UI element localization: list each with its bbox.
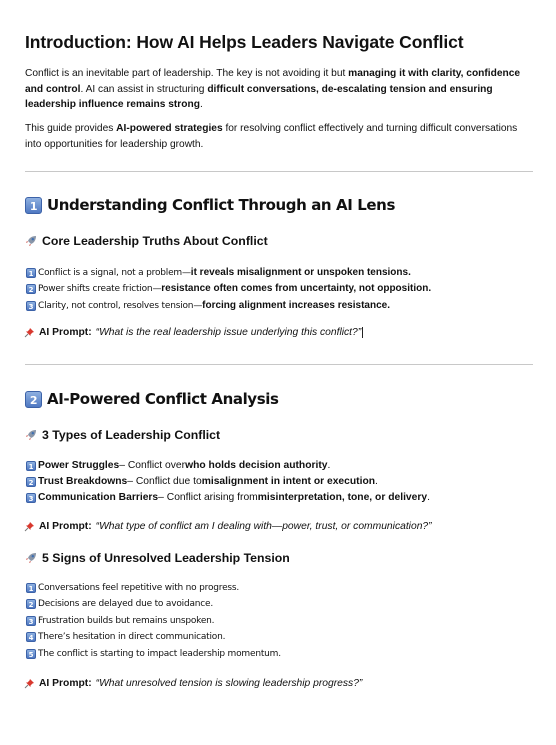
list-item [26,616,214,626]
ai-prompt [24,327,363,338]
number-2-icon: 2 [25,391,42,408]
prompt-label: AI Prompt: [39,678,92,689]
list-item [26,599,213,609]
intro-emphasis: managing it with clarity, confidence and control [25,68,521,95]
section-2-subheading-2 [25,551,290,565]
intro-emphasis: difficult conversations, de-escalating tension and ensuring leadership influence remains strong [25,83,493,110]
number-3-icon: 3 [26,616,36,626]
intro-text: . [199,99,203,110]
intro-text: . AI can assist in structuring [80,83,208,95]
prompt-text: “What is the real leadership issue underlying this conflict?” [95,327,362,338]
section-divider [25,364,533,365]
number-2-icon: 2 [26,284,36,294]
section-1-subheading [25,234,268,248]
list-item-text: . [375,476,378,487]
list-item-text: – Conflict over [119,460,186,471]
rocket-icon [25,235,37,247]
number-1-icon: 1 [26,268,36,278]
prompt-label: AI Prompt: [39,521,92,532]
section-2-heading [25,390,279,408]
section-1-title: Understanding Conflict Through an AI Lens [47,196,395,214]
list-item-text: Power shifts create friction— [38,283,162,294]
list-item-text: – Conflict arising from [158,492,258,503]
section-divider [25,171,533,172]
list-item-emphasis: misalignment in intent or execution [201,476,376,487]
intro-emphasis: AI-powered strategies [116,123,223,134]
prompt-text: “What unresolved tension is slowing leadership progress?” [95,678,363,689]
list-item-text: The conflict is starting to impact leadership momentum. [38,649,281,659]
list-item-text: Conflict is a signal, not a problem— [38,267,191,278]
list-item-text: Frustration builds but remains unspoken. [38,616,215,626]
text-cursor [362,327,363,338]
list-item-emphasis: it reveals misalignment or unspoken tensions. [190,267,411,278]
section-2-subtitle-2: 5 Signs of Unresolved Leadership Tension [42,551,290,565]
section-1-subtitle: Core Leadership Truths About Conflict [42,234,268,248]
list-item [26,476,378,487]
list-item [26,583,239,593]
list-item [26,283,431,294]
rocket-icon [25,552,37,564]
list-item [26,300,390,311]
list-item-text: . [327,460,331,471]
number-1-icon: 1 [26,461,36,471]
number-3-icon: 3 [26,301,36,311]
list-item-emphasis: who holds decision authority [185,460,328,471]
section-2-subtitle: 3 Types of Leadership Conflict [42,428,221,442]
number-2-icon: 2 [26,477,36,487]
number-1-icon: 1 [25,197,42,214]
number-1-icon: 1 [26,583,36,593]
list-item [26,632,225,642]
intro-text: for resolving conflict effectively and turning difficult conversations into opportunities for leadership growth. [25,123,518,150]
section-2-title: AI-Powered Conflict Analysis [47,390,279,408]
list-item-emphasis: misinterpretation, tone, or delivery [257,492,428,503]
intro-text: This guide provides [25,123,117,134]
page-title: Introduction: How AI Helps Leaders Navigate Conflict [25,32,464,52]
list-item-text: Clarity, not control, resolves tension— [38,300,203,311]
section-1-heading [25,196,395,214]
ai-prompt [24,521,432,532]
intro-text: Conflict is an inevitable part of leadership. The key is not avoiding it but [25,68,349,79]
intro-paragraph-2 [25,121,535,152]
rocket-icon [25,429,37,441]
pushpin-icon [24,327,35,338]
list-item-emphasis: resistance often comes from uncertainty, not opposition. [161,283,432,294]
ai-prompt [24,678,362,689]
pushpin-icon [24,678,35,689]
list-item [26,649,281,659]
pushpin-icon [24,521,35,532]
list-item-text: . [427,492,430,503]
list-item [26,267,411,278]
list-item-emphasis: Trust Breakdowns [38,476,128,487]
number-3-icon: 3 [26,493,36,503]
prompt-label: AI Prompt: [39,327,92,338]
list-item-text: Decisions are delayed due to avoidance. [38,599,214,609]
list-item-emphasis: forcing alignment increases resistance. [202,300,390,311]
prompt-text: “What type of conflict am I dealing with—power, trust, or communication?” [95,521,432,532]
list-item [26,492,430,503]
list-item-text: There’s hesitation in direct communication. [38,632,226,642]
number-2-icon: 2 [26,599,36,609]
list-item-emphasis: Communication Barriers [38,492,159,503]
section-2-subheading [25,428,220,442]
list-item [26,460,330,471]
number-5-icon: 5 [26,649,36,659]
number-4-icon: 4 [26,632,36,642]
list-item-text: Conversations feel repetitive with no progress. [38,583,240,593]
list-item-emphasis: Power Struggles [38,460,120,471]
list-item-text: – Conflict due to [127,476,202,487]
intro-paragraph-1 [25,66,535,113]
